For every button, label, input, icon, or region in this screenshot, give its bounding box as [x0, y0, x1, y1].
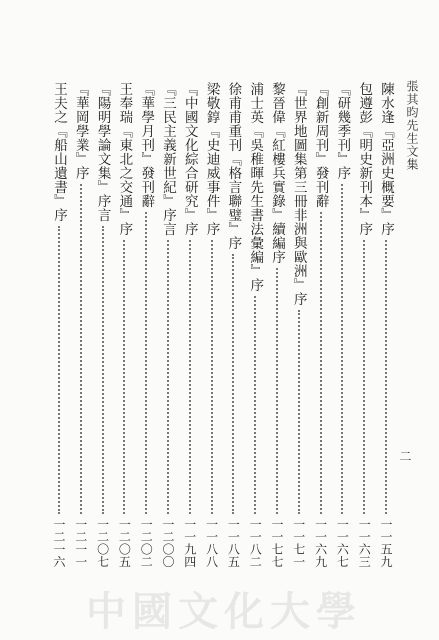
toc-entry	[377, 82, 395, 612]
toc-entry	[268, 82, 286, 612]
toc-entry-page: 一一六七	[335, 518, 350, 568]
toc-entry-page: 一一六九	[313, 518, 328, 568]
toc-entry-page: 一一八五	[226, 518, 241, 568]
dot-leader	[341, 184, 343, 514]
toc-entry-page: 一一七一	[291, 518, 306, 568]
toc-entry-title: 『華岡學業』序	[72, 82, 89, 180]
toc-entry	[50, 82, 68, 612]
toc-entry	[94, 82, 112, 612]
toc-entry-title: 『世界地圖集第三冊非洲與歐洲』序	[290, 82, 307, 306]
toc-entry-page: 一二〇〇	[161, 518, 175, 568]
dot-leader	[123, 240, 125, 514]
toc-entry	[290, 82, 308, 612]
toc-entry-page: 一一八八	[204, 518, 219, 568]
toc-entry-title: 『陽明學論文集』序言	[94, 82, 111, 222]
toc-entry-page: 一二〇五	[117, 518, 132, 568]
toc-entry	[115, 82, 133, 612]
toc-entry-page: 一二〇二	[139, 518, 154, 568]
dot-leader	[167, 240, 169, 514]
toc-entry	[181, 82, 199, 612]
dot-leader	[232, 254, 234, 514]
toc-entry	[333, 82, 351, 612]
toc-entry-title: 王夫之『船山遺書』序	[51, 82, 67, 222]
toc-entry-title: 王奉瑞『東北之交通』序	[116, 82, 133, 236]
toc-entry-title: 浦士英『吳稚暉先生書法彙編』序	[247, 82, 264, 292]
toc-entry-title: 陳水逢『亞洲史概要』序	[378, 82, 394, 236]
dot-leader	[80, 184, 82, 514]
dot-leader	[145, 212, 147, 514]
toc-entry	[203, 82, 221, 612]
toc-entry-page: 一一六三	[357, 518, 372, 568]
toc-entry-title: 『中國文化綜合研究』序	[181, 82, 198, 236]
toc-entry-title: 梁敬錞『史迪威事件』序	[203, 82, 220, 236]
toc-entry-title: 包遵彭『明史新刊本』序	[356, 82, 373, 236]
running-header: 張其昀先生文集	[405, 80, 419, 171]
toc-entry-title: 黎晉偉『紅樓兵實錄』續編序	[269, 82, 285, 264]
dot-leader	[211, 240, 213, 514]
toc-entry-page: 一二一六	[52, 518, 66, 568]
page-number: 二	[398, 450, 412, 462]
toc-entry-page: 一一七七	[270, 518, 284, 568]
dot-leader	[298, 310, 300, 514]
toc-entry-title: 『三民主義新世紀』序言	[160, 82, 176, 236]
toc-entry	[355, 82, 373, 612]
dot-leader	[102, 226, 104, 514]
toc-entry	[137, 82, 155, 612]
watermark-logo: 中國文化大學	[86, 588, 362, 635]
toc-entry	[72, 82, 90, 612]
toc-entry-title: 徐甫甫重刊『格言聯璧』序	[225, 82, 242, 250]
dot-leader	[189, 240, 191, 514]
toc-entry	[246, 82, 264, 612]
toc-entry-title: 『華學月刊』發刊辭	[138, 82, 155, 208]
toc-entry-title: 『創新周刊』發刊辭	[312, 82, 329, 208]
toc-entry-page: 一一五九	[379, 518, 393, 568]
toc-entry-page: 一二一一	[73, 518, 88, 568]
toc-entry-page: 一二〇七	[95, 518, 110, 568]
toc-entry	[312, 82, 330, 612]
toc-entry	[224, 82, 242, 612]
dot-leader	[363, 240, 365, 514]
dot-leader	[320, 212, 322, 514]
dot-leader	[58, 226, 60, 514]
toc-entry-page: 一一九四	[182, 518, 197, 568]
toc-entry-title: 『研幾季刊』序	[334, 82, 351, 180]
toc-entry	[159, 82, 177, 612]
dot-leader	[254, 296, 256, 514]
dot-leader	[276, 268, 278, 514]
toc-entry-page: 一一八二	[248, 518, 263, 568]
dot-leader	[385, 240, 387, 514]
